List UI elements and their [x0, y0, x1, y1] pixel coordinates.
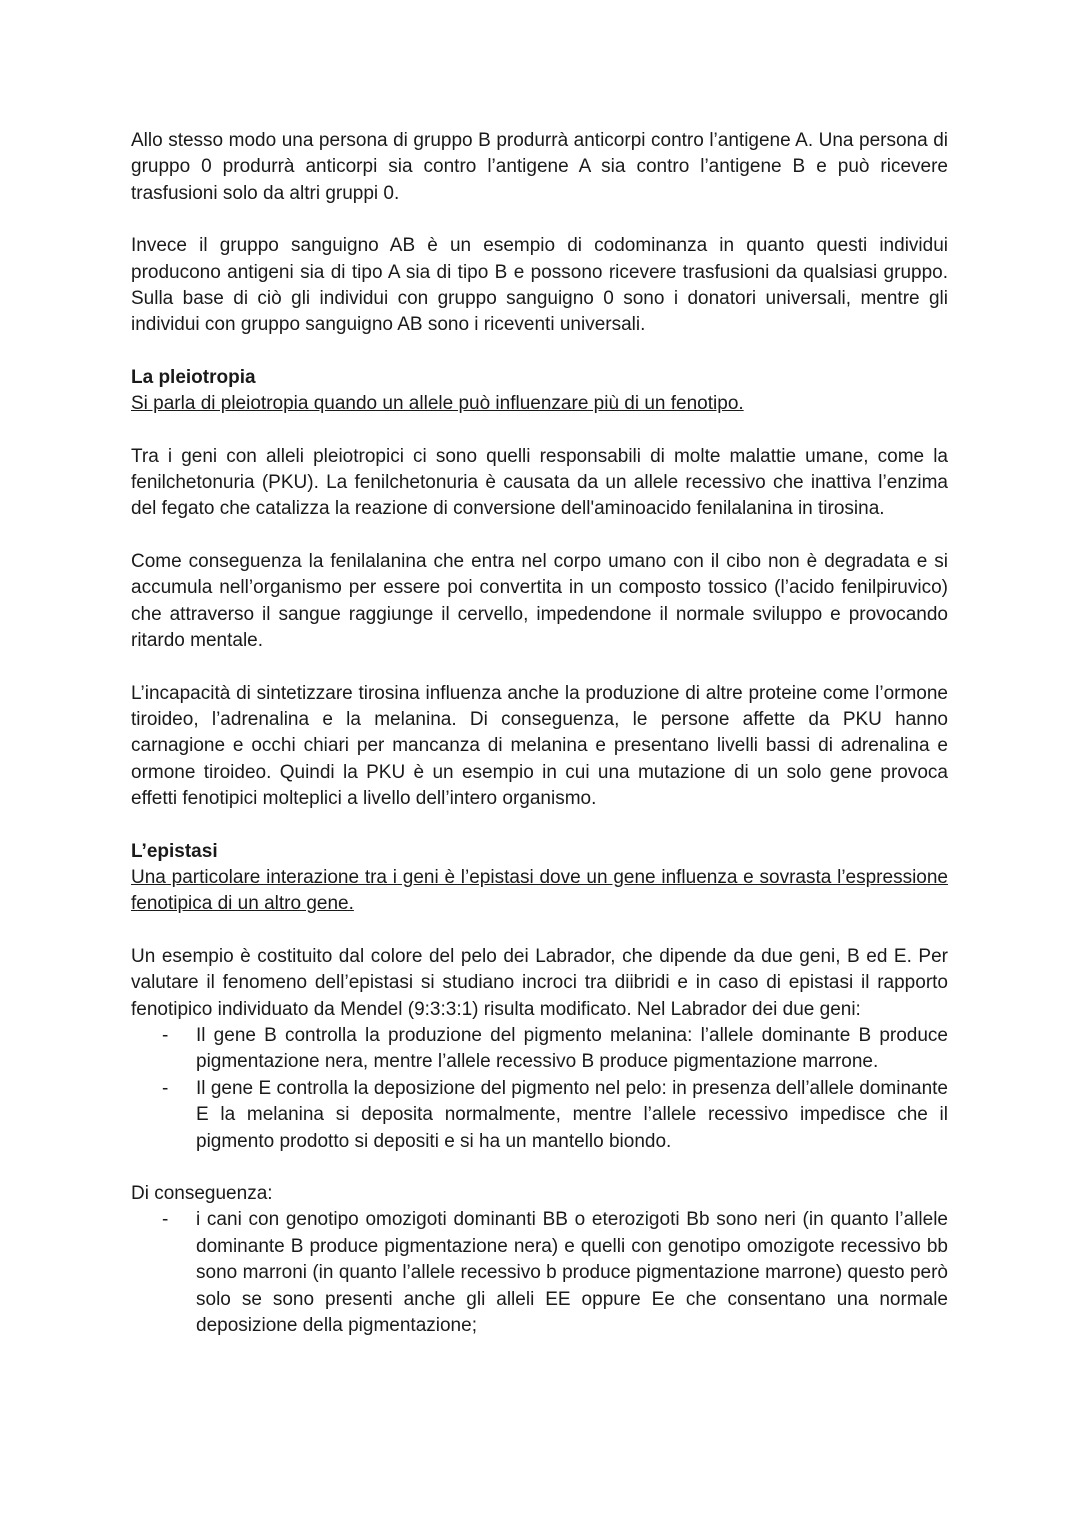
- list-item-text: Il gene B controlla la produzione del pigmento melanina: l’allele dominante B produce pigmentazione nera, mentre l’allele recessivo B produce pigmentazione marrone.: [196, 1024, 948, 1073]
- list-item-text: Il gene E controlla la deposizione del pigmento nel pelo: in presenza dell’allele dominante E la melanina si deposita normalmente, mentre l’allele recessivo impedisce che il pigmento prodotto si depositi e si ha un mantello biondo.: [196, 1077, 948, 1152]
- paragraph-labrador: Un esempio è costituito dal colore del pelo dei Labrador, che dipende da due geni, B ed E. Per valutare il fenomeno dell’epistasi si studiano incroci tra diibridi e in caso di epistasi il rapporto fenotipico individuato da Mendel (9:3:3:1) risulta modificato. Nel Labrador dei due geni:: [131, 945, 948, 1020]
- heading-epistasi: L’epistasi: [131, 840, 218, 862]
- definition-epistasi: Una particolare interazione tra i geni è l’epistasi dove un gene influenza e sovrasta l’espressione fenotipica di un altro gene.: [131, 866, 948, 915]
- paragraph-blood-group-ab: Invece il gruppo sanguigno AB è un esempio di codominanza in quanto questi individui producono antigeni sia di tipo A sia di tipo B e possono ricevere trasfusioni da qualsiasi gruppo. Sulla base di ciò gli individui con gruppo sanguigno 0 sono i donatori universali, mentre gli individui con gruppo sanguigno AB sono i riceventi universali.: [131, 235, 948, 336]
- list-item: [131, 1207, 948, 1339]
- document-page: [131, 128, 948, 1339]
- list-genes: [131, 1023, 948, 1155]
- list-item-text: i cani con genotipo omozigoti dominanti BB o eterozigoti Bb sono neri (in quanto l’allele dominante B produce pigmentazione nera) e quelli con genotipo omozigote recessivo bb sono marroni (in quanto l’allele recessivo b produce pigmentazione marrone) questo però solo se sono presenti anche gli alleli EE oppure Ee che consentano una normale deposizione della pigmentazione;: [196, 1209, 948, 1337]
- dash-bullet: -: [162, 1024, 169, 1046]
- paragraph-pku-consequence: Come conseguenza la fenilalanina che entra nel corpo umano con il cibo non è degradata e si accumula nell’organismo per essere poi convertita in un composto tossico (l’acido fenilpiruvico) che attraverso il sangue raggiunge il cervello, impedendone il normale sviluppo e provocando ritardo mentale.: [131, 550, 948, 652]
- list-consequences: [131, 1207, 948, 1339]
- dash-bullet: -: [162, 1209, 169, 1231]
- paragraph-blood-group-b-0: Allo stesso modo una persona di gruppo B produrrà anticorpi contro l’antigene A. Una persona di gruppo 0 produrrà anticorpi sia contro l’antigene A sia contro l’antigene B e può ricevere trasfusioni solo da altri gruppi 0.: [131, 130, 948, 204]
- definition-pleiotropia: Si parla di pleiotropia quando un allele può influenzare più di un fenotipo.: [131, 393, 744, 415]
- list-item: [131, 1076, 948, 1155]
- paragraph-conseguenza: Di conseguenza:: [131, 1183, 273, 1204]
- heading-pleiotropia: La pleiotropia: [131, 366, 256, 388]
- paragraph-pku-tyrosine: L’incapacità di sintetizzare tirosina influenza anche la produzione di altre proteine come l’ormone tiroideo, l’adrenalina e la melanina. Di conseguenza, le persone affette da PKU hanno carnagione e occhi chiari per mancanza di melanina e presentano livelli bassi di adrenalina e ormone tiroideo. Quindi la PKU è un esempio in cui una mutazione di un solo gene provoca effetti fenotipici molteplici a livello dell’intero organismo.: [131, 682, 948, 810]
- paragraph-pku-intro: Tra i geni con alleli pleiotropici ci sono quelli responsabili di molte malattie umane, come la fenilchetonuria (PKU). La fenilchetonuria è causata da un allele recessivo che inattiva l’enzima del fegato che catalizza la reazione di conversione dell'aminoacido fenilalanina in tirosina.: [131, 445, 948, 520]
- list-item: [131, 1023, 948, 1076]
- dash-bullet: -: [162, 1077, 169, 1099]
